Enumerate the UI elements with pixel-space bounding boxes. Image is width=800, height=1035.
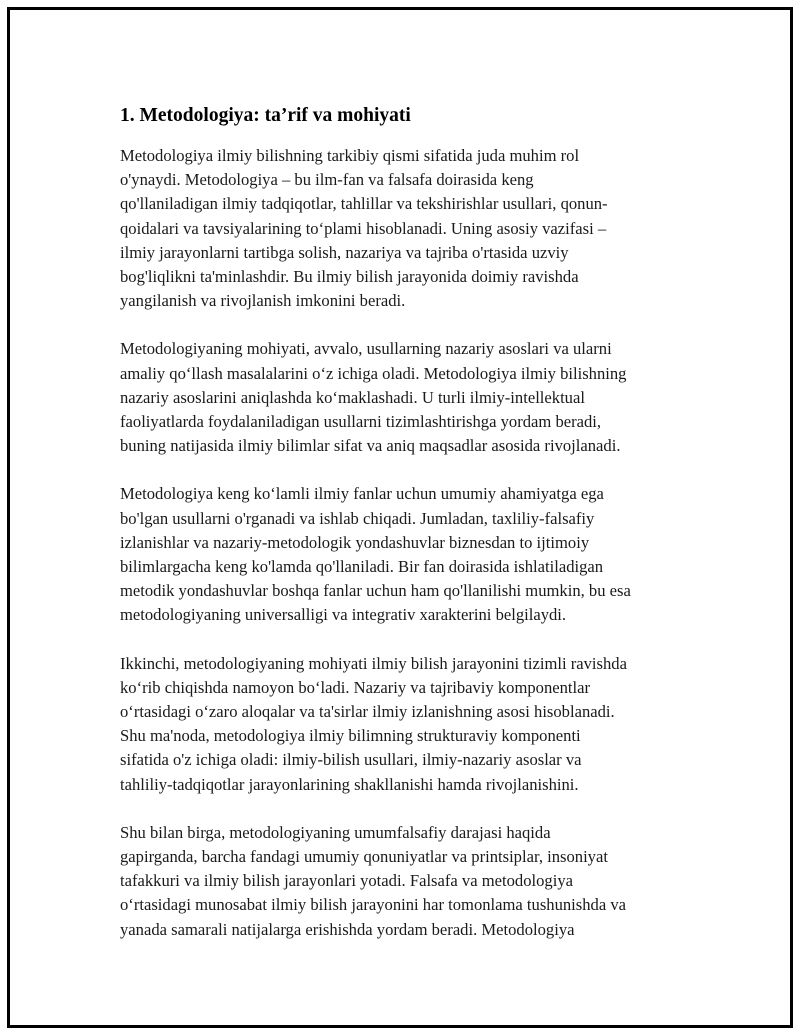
text-line: tafakkuri va ilmiy bilish jarayonlari yotadi. Falsafa va metodologiya [120,871,573,891]
text-line: faoliyatlarda foydalaniladigan usullarni tizimlashtirishga yordam beradi, [120,412,602,432]
text-line: Metodologiyaning mohiyati, avvalo, usullarning nazariy asoslari va ularni [120,339,612,359]
text-line: bog'liqlikni ta'minlashdir. Bu ilmiy bilish jarayonida doimiy ravishda [120,267,579,287]
text-line: amaliy qo‘llash masalalarini o‘z ichiga oladi. Metodologiya ilmiy bilishning [120,363,627,383]
text-line: yangilanish va rivojlanish imkonini beradi. [120,291,406,311]
document-body [120,102,700,966]
text-line: qoidalari va tavsiyalarining to‘plami hisoblanadi. Uning asosiy vazifasi – [120,218,607,238]
text-line: Shu ma'noda, metodologiya ilmiy bilimning strukturaviy komponenti [120,726,581,746]
page-frame [7,7,793,1028]
text-line: yanada samarali natijalarga erishishda yordam beradi. Metodologiya [120,919,575,939]
text-line: qo'llaniladigan ilmiy tadqiqotlar, tahlillar va tekshirishlar usullari, qonun- [120,194,608,214]
text-line: Ikkinchi, metodologiyaning mohiyati ilmiy bilish jarayonini tizimli ravishda [120,653,627,673]
text-line: izlanishlar va nazariy-metodologik yondashuvlar biznesdan to ijtimoiy [120,532,590,552]
text-line: buning natijasida ilmiy bilimlar sifat va aniq maqsadlar asosida rivojlanadi. [120,436,621,456]
text-line: Metodologiya ilmiy bilishning tarkibiy qismi sifatida juda muhim rol [120,146,580,165]
text-line: metodologiyaning universalligi va integrativ xarakterini belgilaydi. [120,605,567,625]
text-line: metodik yondashuvlar boshqa fanlar uchun ham qo'llanilishi mumkin, bu esa [120,581,631,601]
text-line: Metodologiya keng ko‘lamli ilmiy fanlar uchun umumiy ahamiyatga ega [120,484,604,504]
text-line: Shu bilan birga, metodologiyaning umumfalsafiy darajasi haqida [120,822,551,842]
text-line: sifatida o'z ichiga oladi: ilmiy-bilish usullari, ilmiy-nazariy asoslar va [120,750,582,770]
text-line: gapirganda, barcha fandagi umumiy qonuniyatlar va printsiplar, insoniyat [120,847,608,867]
paragraph [120,144,700,313]
paragraph [120,821,700,942]
paragraph [120,652,700,797]
text-line: o'ynaydi. Metodologiya – bu ilm-fan va falsafa doirasida keng [120,170,534,190]
section-heading: 1. Metodologiya: ta’rif va mohiyati [120,105,411,126]
text-line: tahliliy-tadqiqotlar jarayonlarining shakllanishi hamda rivojlanishini. [120,774,579,794]
text-line: nazariy asoslarini aniqlashda ko‘maklashadi. U turli ilmiy-intellektual [120,387,585,407]
paragraph [120,482,700,627]
paragraph [120,337,700,458]
text-line: ilmiy jarayonlarni tartibga solish, nazariya va tajriba o'rtasida uzviy [120,242,569,262]
text-line: o‘rtasidagi munosabat ilmiy bilish jarayonini har tomonlama tushunishda va [120,895,627,915]
text-line: bilimlargacha keng ko'lamda qo'llaniladi. Bir fan doirasida ishlatiladigan [120,557,604,577]
text-line: ko‘rib chiqishda namoyon bo‘ladi. Nazariy va tajribaviy komponentlar [120,677,591,697]
text-line: o‘rtasidagi o‘zaro aloqalar va ta'sirlar ilmiy izlanishning asosi hisoblanadi. [120,702,615,722]
text-line: bo'lgan usullarni o'rganadi va ishlab chiqadi. Jumladan, taxliliy-falsafiy [120,508,595,528]
